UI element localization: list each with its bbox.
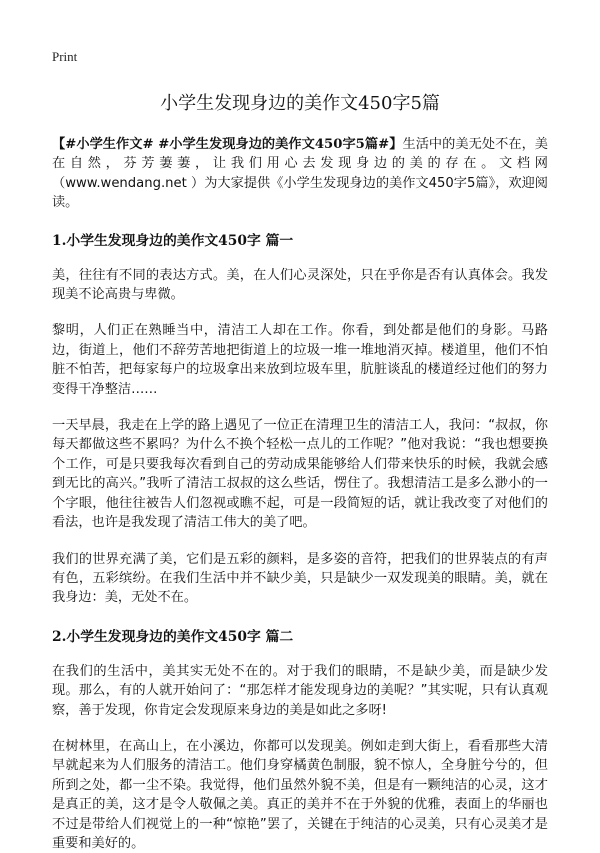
section-2-paragraph-2: 在树林里，在高山上，在小溪边，你都可以发现美。例如走到大街上，看看那些大清早就起来为人们服务的清洁工。他们身穿橘黄色制服，貌不惊人，全身脏兮兮的，但所到之处，都一尘不染。我觉得，他们虽然外貌不美，但是有一颗纯洁的心灵，这才是真正的美，这才是令人敬佩之美。真正的美并不在于外貌的优雅，表面上的华丽也不过是带给人们视觉上的一种“惊艳”罢了，关键在于纯洁的心灵美，只有心灵美才是重要和美好的。 [52,738,548,851]
section-2-paragraph-1: 在我们的生活中，美其实无处不在的。对于我们的眼睛，不是缺少美，而是缺少发现。那么，有的人就开始问了：“那怎样才能发现身边的美呢？”其实呢，只有认真观察，善于发现，你肯定会发现原来身边的美是如此之多呀! [52,663,548,718]
intro-paragraph [52,135,548,213]
section-1-paragraph-3: 一天早晨，我走在上学的路上遇见了一位正在清理卫生的清洁工人，我问：“叔叔，你每天都做这些不累吗？为什么不换个轻松一点儿的工作呢？”他对我说：“我也想要换个工作，可是只要我每次看到自己的劳动成果能够给人们带来快乐的时候，我就会感到无比的高兴。”我听了清洁工叔叔的这么些话，愣住了。我想清洁工是多么渺小的一个字眼，他往往被告人们忽视或瞧不起，可是一段简短的话，就让我改变了对他们的看法，也许是我发现了清洁工伟大的美了吧。 [52,418,548,531]
print-link[interactable]: Print [52,49,78,64]
page-title: 小学生发现身边的美作文450字5篇 [160,93,440,114]
intro-text: 生活中的美无处不在，美在自然，芬芳萋萋，让我们用心去发现身边的美的存在。文档网（www.wendang.net ）为大家提供《小学生发现身边的美作文450字5篇》，欢迎阅读。 [52,137,548,211]
section-heading-1: 1.小学生发现身边的美作文450字 篇一 [52,232,294,249]
section-1-paragraph-2: 黎明，人们正在熟睡当中，清洁工人却在工作。你看，到处都是他们的身影。马路边，街道上，他们不辞劳苦地把街道上的垃圾一堆一堆地消灭掉。楼道里，他们不怕脏不怕苦，把每家每户的垃圾拿出来放到垃圾车里，肮脏谈乱的楼道经过他们的努力变得干净整洁…… [52,323,548,397]
intro-tags: 【#小学生作文# #小学生发现身边的美作文450字5篇#】 [52,137,403,152]
section-1-paragraph-4: 我们的世界充满了美，它们是五彩的颜料，是多姿的音符，把我们的世界装点的有声有色，五彩缤纷。在我们生活中并不缺少美，只是缺少一双发现美的眼睛。美，就在我身边：美，无处不在。 [52,551,548,606]
section-1-paragraph-1: 美，往往有不同的表达方式。美，在人们心灵深处，只在乎你是否有认真体会。我发现美不论高贵与卑微。 [52,267,548,303]
section-heading-2: 2.小学生发现身边的美作文450字 篇二 [52,628,294,645]
